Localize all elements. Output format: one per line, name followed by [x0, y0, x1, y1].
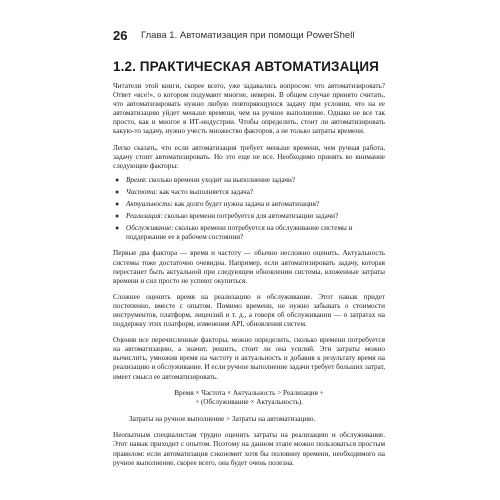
list-item	[113, 224, 385, 242]
page-number: 26	[113, 28, 128, 43]
formula-line: + (Обслуживание × Актуальность).	[195, 397, 303, 406]
factor-text: : сколько времени потребуется для автоматизации задачи?	[160, 212, 339, 221]
paragraph: Читатели этой книги, скорее всего, уже задавались вопросом: что автоматизировать? Ответ «все!», о котором подумают многие, неверен. В общем случае принято считать, что автоматизировать нужно любую повторяющуюся задачу при условии, что на ее автоматизацию уйдет меньше времени, чем на ручное выполнение. Однако не все так просто, как и многое в ИТ-индустрии. Чтобы определить, стоит ли автоматизировать какую-то задачу, нужно учесть множество факторов, а не только затраты времени.	[113, 82, 385, 136]
paragraph: Затраты на ручное выполнение > Затраты на автоматизацию.	[129, 415, 316, 424]
list-item	[113, 188, 385, 197]
factor-term: Время	[126, 175, 145, 184]
bullet-icon: ●	[115, 187, 120, 196]
factor-text: : сколько времени уходит на выполнение задачи?	[144, 175, 296, 184]
factor-term: Частота	[126, 187, 156, 196]
factor-text: : как долго будет нужна задача и автоматизация?	[170, 200, 320, 209]
page-header	[113, 28, 413, 46]
list-item	[113, 200, 385, 209]
bullet-icon: ●	[115, 224, 120, 233]
paragraph: Первые два фактора — время и частоту — обычно несложно оценить. Актуальность системы тоже достаточно очевидна. Например, если автоматизировать задачу, которая перестанет быть актуальной при следующем обновлении системы, вложенные затраты времени и сил просто не успеют окупиться.	[113, 249, 385, 285]
formula	[113, 389, 385, 408]
paragraph: Оценив все перечисленные факторы, можно определить, сколько времени потребуется на автоматизацию, а значит, решить, стоит ли она усилий. Эти затраты можно вычислить, умножив время на частоту и актуальность и добавив к результату время на реализацию и обслуживание. И если ручное выполнение задачи требует больших затрат, имеет смысл ее автоматизировать.	[113, 336, 385, 381]
factor-list	[113, 176, 385, 243]
factor-term: Реализация	[126, 212, 161, 221]
bullet-icon: ●	[115, 175, 120, 184]
factor-text: : как часто выполняется задача?	[155, 187, 254, 196]
section-title: 1.2. ПРАКТИЧЕСКАЯ АВТОМАТИЗАЦИЯ	[113, 59, 379, 74]
factor-text: : сколько времени потребуется на обслуживание системы и поддержание ее в рабочем состоянии?	[126, 224, 353, 242]
paragraph: Сложнее оценить время на реализацию и обслуживание. Этот навык придет постепенно, вместе с опытом. Помимо времени, не нужно забывать о стоимости инструментов, платформ, лицензий и т. д., а говоря об обслуживании — о затратах на поддержку этих платформ, изменения API, обновления систем.	[113, 292, 385, 329]
list-item	[113, 212, 385, 221]
factor-term: Актуальность	[126, 200, 171, 209]
bullet-icon: ●	[115, 200, 120, 209]
list-item	[113, 176, 385, 185]
body-text	[113, 82, 385, 475]
running-head: Глава 1. Автоматизация при помощи PowerShell	[141, 30, 355, 41]
paragraph: Легко сказать, что если автоматизация требует меньше времени, чем ручная работа, задачу стоит автоматизировать. Но это еще не все. Необходимо принять во внимание следующие факторы:	[113, 143, 385, 170]
paragraph: Неопытным специалистам трудно оценить затраты на реализацию и обслуживание. Этот навык приходит с опытом. Поэтому на данном этапе можно пользоваться простым правилом: если автоматизация сэкономит хотя бы половину времени, необходимого на ручное выполнение, скорее всего, она будет очень полезна.	[113, 431, 385, 467]
bullet-icon: ●	[115, 212, 120, 221]
factor-term: Обслуживание	[126, 224, 172, 233]
formula-line: Время × Частота × Актуальность > Реализация +	[174, 388, 324, 397]
